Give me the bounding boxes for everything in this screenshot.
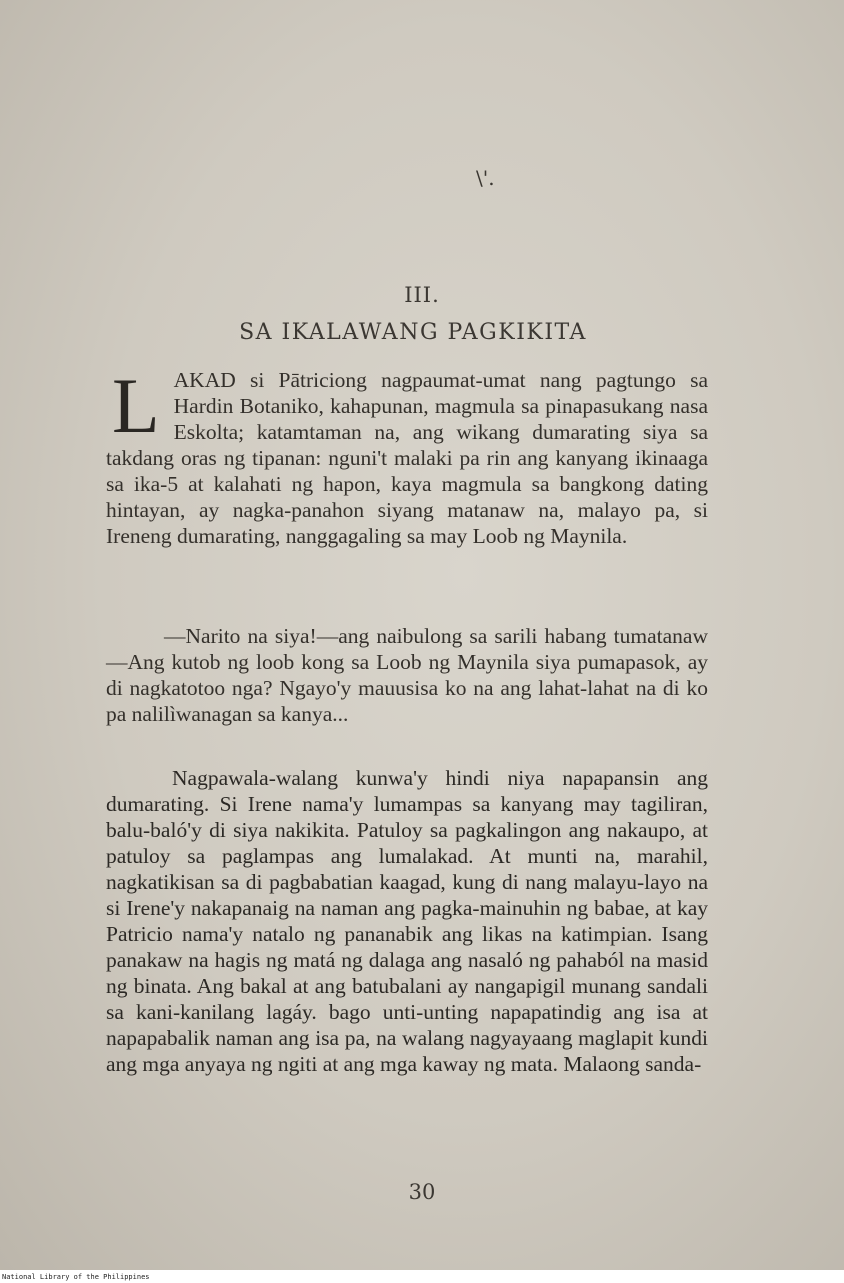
page-mark: \'. [476, 166, 495, 190]
paragraph-2: —Narito na siya!—ang naibulong sa sarili habang tumatanaw—Ang kutob ng loob kong sa Loob ng Maynila siya pumapasok, ay di nagkatotoo nga? Ngayo'y mauusisa ko na ang lahat-lahat na di ko pa nalilìwanagan sa kanya... [106, 624, 708, 726]
paragraph-3: Nagpawala-walang kunwa'y hindi niya napapansin ang dumarating. Si Irene nama'y lumampas sa kanyang may tagiliran, balu-baló'y di siya nakikita. Patuloy sa pagkalingon ang nakaupo, at patuloy sa paglampas ang lumalakad. At munti na, marahil, nagkatikisan sa di pagbabatian kaagad, kung di nang malayu-layo na si Irene'y nakapanaig na naman ang pagka-mainuhin ng babae, at kay Patricio nama'y natalo ng pananabik ang likas na katimpian. Isang panakaw na hagis ng matá ng dalaga ang nasaló ng pahaból na masid ng binata. Ang bakal at ang batubalani ay nangapigil munang sandali sa kani-kanilang lagáy. bago unti-unting napapatindig ang isa at napapabalik naman ang isa pa, na walang nagyayaang maglapit kundi ang mga anyaya ng ngiti at ang mga kaway ng mata. Malaong sanda- [106, 766, 708, 1076]
chapter-number: III. [404, 283, 440, 307]
chapter-title: SA IKALAWANG PAGKIKITA [239, 320, 587, 345]
footer-credit: National Library of the Philippines [2, 1273, 150, 1281]
paragraph-1 [106, 362, 708, 549]
page-number: 30 [408, 1180, 436, 1204]
paragraph-1-text: AKAD si Pātriciong nagpaumat-umat nang pagtungo sa Hardin Botaniko, kahapunan, magmula sa pinapasukang nasa Eskolta; katamtaman na, ang wikang dumarating siya sa takdang oras ng tipanan: nguni't malaki pa rin ang kanyang ikinaaga sa ika-5 at kalahati ng hapon, kaya magmula sa bangkong dating hintayan, ay nagka-panahon siyang matanaw na, malayo pa, si Ireneng dumarating, nanggagaling sa may Loob ng Maynila. [106, 368, 708, 548]
drop-cap: L [112, 362, 160, 449]
